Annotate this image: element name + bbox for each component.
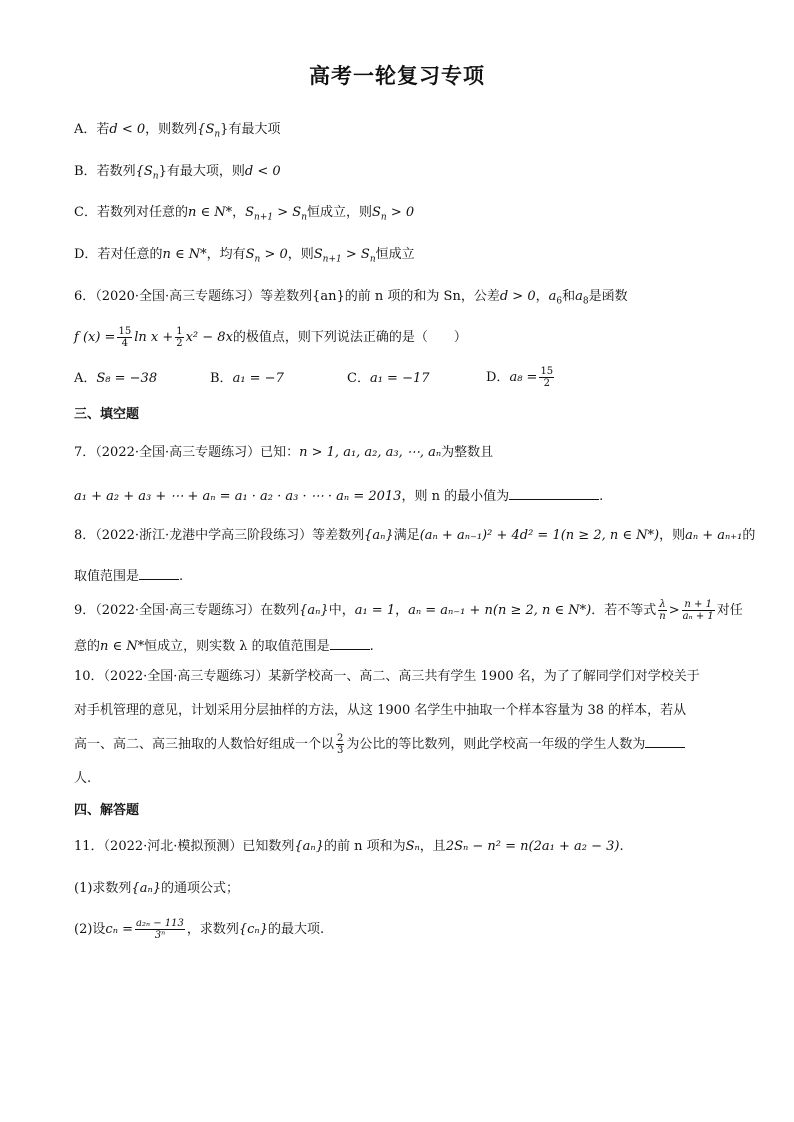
answer-blank[interactable] bbox=[330, 635, 370, 650]
option-text: 恒成立 bbox=[375, 247, 415, 262]
math-expression: a₁ = 1 bbox=[354, 603, 396, 618]
q7-line2 bbox=[74, 485, 603, 507]
question-text: ．若不等式 bbox=[591, 603, 657, 618]
fraction-denominator: n bbox=[659, 611, 666, 622]
option-text: ， bbox=[232, 205, 246, 220]
question-text: (1)求数列 bbox=[74, 881, 132, 896]
question-text: 7．（2022·全国·高三专题练习）已知： bbox=[74, 445, 300, 460]
fraction-numerator: λ bbox=[659, 599, 666, 610]
fraction-denominator: 2 bbox=[543, 378, 550, 389]
question-text: 满足 bbox=[393, 528, 420, 543]
math-set-end: } bbox=[220, 122, 229, 137]
question-text: ，求数列 bbox=[186, 922, 239, 937]
q10-line4: 人. bbox=[74, 771, 92, 786]
option-expression: S₈ = −38 bbox=[96, 371, 158, 386]
math-term: a bbox=[575, 289, 583, 304]
math-term: a bbox=[548, 289, 557, 304]
q6-stem-line1 bbox=[74, 287, 628, 312]
question-text: . bbox=[369, 639, 374, 654]
fraction-denominator: aₙ + 1 bbox=[682, 611, 714, 622]
math-set: {S bbox=[197, 122, 215, 137]
math-sequence: {aₙ} bbox=[131, 881, 161, 896]
q11-line1 bbox=[74, 837, 624, 857]
math-term: x² − 8x bbox=[185, 330, 233, 345]
math-term: S bbox=[245, 247, 255, 262]
page-title: 高考一轮复习专项 bbox=[309, 64, 485, 88]
question-text: 的最大项. bbox=[267, 922, 325, 937]
option-text: 若数列 bbox=[96, 164, 136, 179]
fraction-numerator: n + 1 bbox=[682, 599, 715, 611]
q6-option-c bbox=[347, 369, 430, 389]
question-text: 高一、高二、高三抽取的人数恰好组成一个以 bbox=[74, 737, 335, 752]
math-term: > 0 bbox=[386, 205, 415, 220]
question-text: 的通项公式； bbox=[160, 881, 239, 896]
question-text: ，且 bbox=[419, 839, 446, 854]
math-term: Sₙ bbox=[405, 839, 420, 854]
math-fraction bbox=[539, 366, 554, 389]
option-text: 有最大项 bbox=[228, 122, 281, 137]
math-fraction bbox=[336, 733, 344, 756]
fraction-numerator: 2 bbox=[337, 733, 344, 744]
option-label: A． bbox=[74, 371, 97, 386]
q11-part1 bbox=[74, 879, 239, 899]
option-text: ，则数列 bbox=[145, 122, 198, 137]
math-term: > 0 bbox=[260, 247, 288, 262]
math-membership: n ∈ N* bbox=[100, 639, 145, 654]
math-fraction bbox=[175, 326, 183, 349]
math-term: S bbox=[313, 247, 323, 262]
option-label: D． bbox=[74, 247, 98, 262]
math-condition: d < 0 bbox=[244, 164, 281, 179]
option-text: 若 bbox=[96, 122, 110, 137]
math-sequence: {aₙ} bbox=[364, 528, 394, 543]
math-term: > S bbox=[273, 205, 302, 220]
q10-line2: 对手机管理的意见，计划采用分层抽样的方法，从这 1900 名学生中抽取一个样本容量为 38 的样本，若从 bbox=[74, 703, 687, 718]
fraction-numerator: a₂ₙ − 113 bbox=[136, 918, 184, 929]
math-fraction bbox=[117, 326, 132, 349]
q6-option-a bbox=[74, 369, 157, 389]
math-subscript: n bbox=[369, 254, 376, 265]
question-text: 恒成立，则实数 λ 的取值范围是 bbox=[144, 639, 330, 654]
math-sequence: {cₙ} bbox=[238, 922, 268, 937]
math-subscript: 6 bbox=[556, 296, 563, 307]
q8-line1 bbox=[74, 526, 755, 546]
question-text: ，则 bbox=[659, 528, 686, 543]
question-text: 8．（2022·浙江·龙港中学高三阶段练习）等差数列 bbox=[74, 528, 365, 543]
question-text: 中， bbox=[328, 603, 355, 618]
fraction-numerator: 15 bbox=[540, 366, 554, 377]
question-text: 6．（2020·全国·高三专题练习）等差数列{an}的前 n 项的和为 Sn，公差 bbox=[74, 289, 500, 304]
q10-line1: 10．（2022·全国·高三专题练习）某新学校高一、高二、高三共有学生 1900 名，为了了解同学们对学校关于 bbox=[74, 669, 700, 684]
math-sequence: {aₙ} bbox=[299, 603, 329, 618]
q5-option-d bbox=[74, 245, 415, 270]
question-text: 意的 bbox=[74, 639, 101, 654]
math-subscript: n bbox=[152, 171, 159, 182]
question-text: 为公比的等比数列，则此学校高一年级的学生人数为 bbox=[346, 737, 646, 752]
q5-option-b bbox=[74, 162, 281, 187]
question-text: 对任 bbox=[716, 603, 743, 618]
math-expression: n > 1, a₁, a₂, a₃, ⋯, aₙ bbox=[299, 445, 442, 460]
math-subscript: n+1 bbox=[254, 212, 274, 223]
option-expression: a₁ = −17 bbox=[369, 371, 430, 386]
q6-option-b bbox=[210, 369, 284, 389]
math-expression: 2Sₙ − n² = n(2a₁ + a₂ − 3) bbox=[445, 839, 620, 854]
math-expression: aₙ + aₙ₊₁ bbox=[685, 528, 743, 543]
option-label: D． bbox=[486, 370, 510, 385]
question-text: 和 bbox=[562, 289, 576, 304]
math-membership: n ∈ N* bbox=[162, 247, 207, 262]
option-text: 有最大项，则 bbox=[166, 164, 245, 179]
question-text: 的前 n 项和为 bbox=[323, 839, 406, 854]
math-expression: aₙ = aₙ₋₁ + n(n ≥ 2, n ∈ N*) bbox=[408, 603, 592, 618]
q6-stem-line2 bbox=[74, 326, 467, 349]
math-fraction bbox=[682, 599, 715, 622]
fraction-numerator: 15 bbox=[118, 326, 132, 337]
question-text: 取值范围是 bbox=[74, 569, 140, 584]
q11-part2 bbox=[74, 918, 324, 941]
math-term: ln x + bbox=[134, 330, 174, 345]
question-text: ， bbox=[395, 603, 409, 618]
math-term: cₙ = bbox=[105, 922, 133, 937]
math-subscript: n+1 bbox=[322, 254, 342, 265]
question-text: 11．（2022·河北·模拟预测）已知数列 bbox=[74, 839, 295, 854]
q8-line2 bbox=[74, 565, 183, 587]
option-text: ，均有 bbox=[206, 247, 246, 262]
question-text: 9．（2022·全国·高三专题练习）在数列 bbox=[74, 603, 300, 618]
q7-line1 bbox=[74, 443, 493, 463]
option-expression: a₁ = −7 bbox=[232, 371, 284, 386]
question-text: 是函数 bbox=[588, 289, 628, 304]
answer-blank[interactable] bbox=[645, 733, 685, 748]
math-condition: d > 0 bbox=[499, 289, 536, 304]
question-text: (2)设 bbox=[74, 922, 106, 937]
answer-blank[interactable] bbox=[509, 485, 599, 500]
fraction-numerator: 1 bbox=[176, 326, 183, 337]
math-expression: (aₙ + aₙ₋₁)² + 4d² = 1(n ≥ 2, n ∈ N*) bbox=[419, 528, 660, 543]
option-text: ，则 bbox=[287, 247, 314, 262]
question-text: . bbox=[619, 839, 624, 854]
q5-option-a bbox=[74, 120, 280, 145]
option-expression: a₈ = bbox=[509, 370, 538, 385]
option-text: 若对任意的 bbox=[97, 247, 163, 262]
option-text: 若数列对任意的 bbox=[96, 205, 188, 220]
math-set-end: } bbox=[158, 164, 167, 179]
q5-option-c bbox=[74, 203, 414, 228]
question-text: . bbox=[599, 489, 604, 504]
option-label: B． bbox=[74, 164, 97, 179]
q10-line3 bbox=[74, 733, 685, 756]
fraction-denominator: 3 bbox=[337, 745, 344, 756]
math-fraction bbox=[135, 918, 185, 941]
math-expression: a₁ + a₂ + a₃ + ⋯ + aₙ = a₁ · a₂ · a₃ · ⋯ · aₙ = 2013 bbox=[74, 489, 402, 504]
option-label: A． bbox=[74, 122, 97, 137]
fraction-denominator: 3ⁿ bbox=[154, 930, 166, 941]
q9-line2 bbox=[74, 635, 374, 657]
math-subscript: n bbox=[301, 212, 307, 223]
question-text: . bbox=[179, 569, 184, 584]
question-text: 为整数且 bbox=[441, 445, 494, 460]
math-function: f (x) = bbox=[74, 330, 116, 345]
math-subscript: n bbox=[214, 129, 221, 140]
math-operator: > bbox=[668, 603, 680, 618]
math-fraction bbox=[658, 599, 666, 622]
fraction-denominator: 2 bbox=[176, 338, 183, 349]
q9-line1 bbox=[74, 599, 743, 622]
question-text: 的 bbox=[742, 528, 756, 543]
math-subscript: 8 bbox=[582, 296, 589, 307]
option-label: C． bbox=[347, 371, 370, 386]
math-subscript: n bbox=[380, 212, 387, 223]
answer-blank[interactable] bbox=[139, 565, 179, 580]
fraction-denominator: 4 bbox=[121, 338, 128, 349]
math-set: {S bbox=[135, 164, 153, 179]
option-label: C． bbox=[74, 205, 97, 220]
q6-option-d bbox=[486, 366, 556, 389]
math-sequence: {aₙ} bbox=[294, 839, 324, 854]
question-text: 的极值点，则下列说法正确的是（ ） bbox=[232, 330, 467, 345]
math-term: > S bbox=[341, 247, 370, 262]
section-fill-blank-heading: 三、填空题 bbox=[74, 407, 140, 422]
math-subscript: n bbox=[254, 254, 261, 265]
math-term: S bbox=[372, 205, 381, 220]
section-solution-heading: 四、解答题 bbox=[74, 803, 140, 818]
question-text: ，则 n 的最小值为 bbox=[401, 489, 510, 504]
math-condition: d < 0 bbox=[109, 122, 146, 137]
option-text: 恒成立，则 bbox=[306, 205, 372, 220]
math-membership: n ∈ N* bbox=[187, 205, 233, 220]
math-term: S bbox=[245, 205, 255, 220]
question-text: ， bbox=[535, 289, 549, 304]
option-label: B． bbox=[210, 371, 233, 386]
